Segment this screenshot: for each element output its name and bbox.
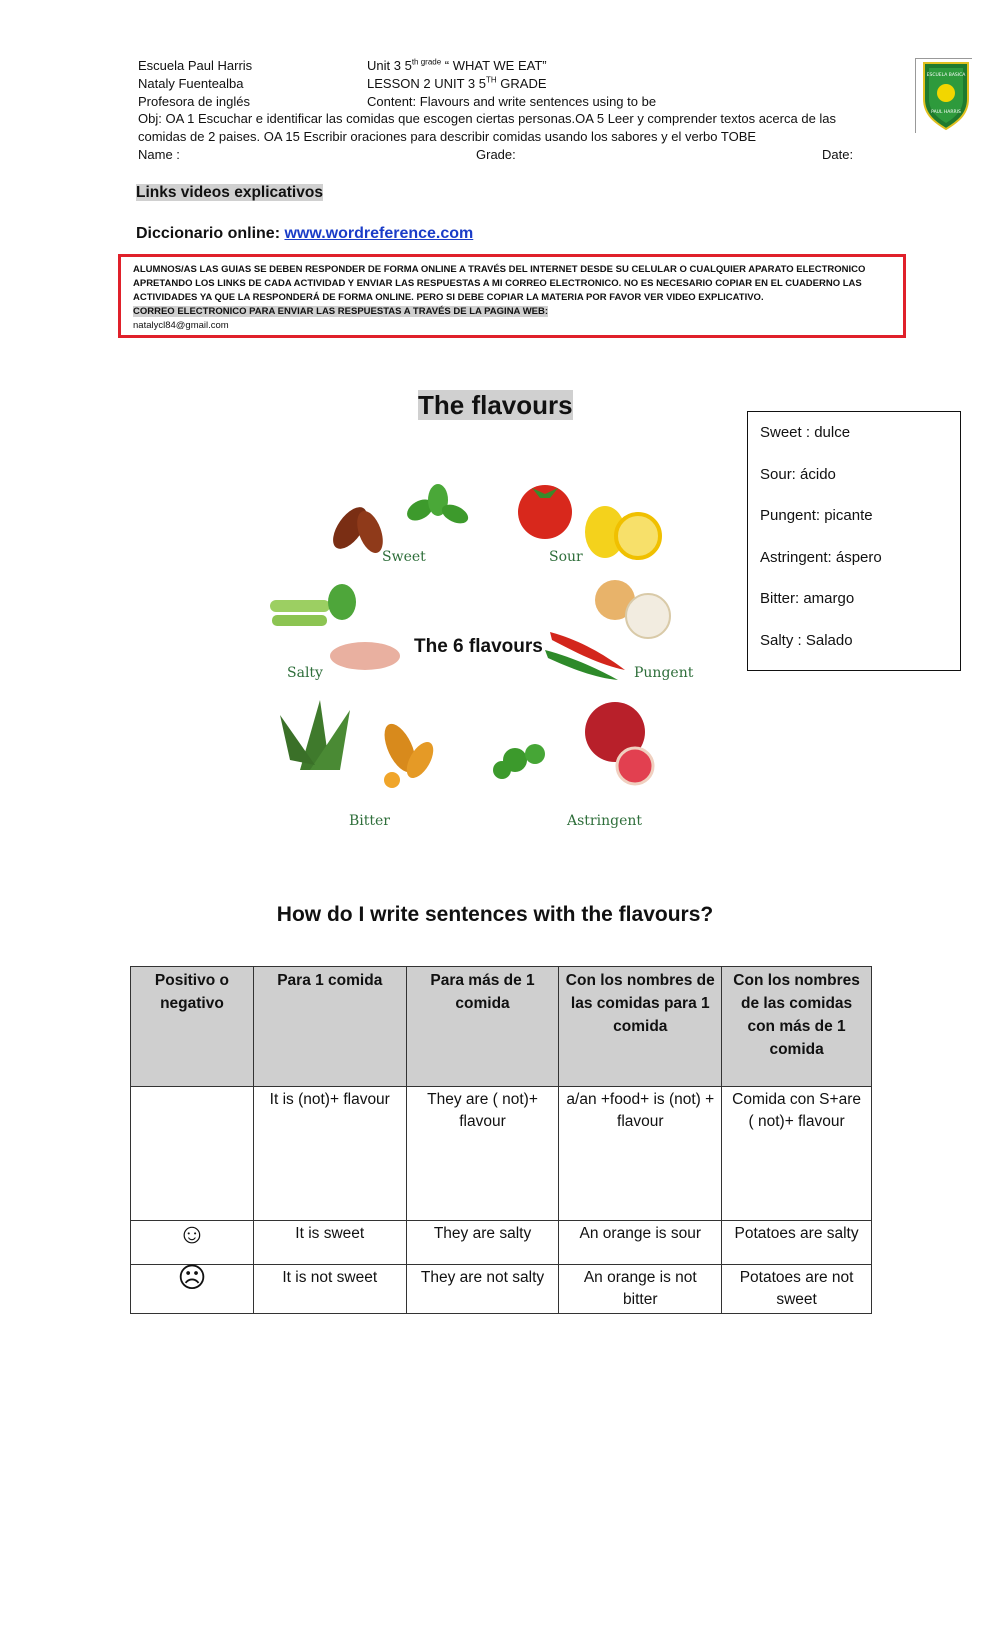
vocabulary-box (747, 411, 961, 671)
lesson-title: LESSON 2 UNIT 3 5TH GRADE (367, 75, 547, 91)
table-cell: Potatoes are salty (722, 1221, 872, 1265)
vocab-item: Pungent: picante (760, 507, 873, 525)
basil-icon (403, 484, 471, 527)
lemon-icon (585, 506, 660, 558)
table-cell: An orange is sour (559, 1221, 722, 1265)
school-logo (915, 58, 972, 133)
name-label: Name : (138, 147, 180, 162)
links-title: Links videos explicativos (136, 184, 323, 201)
pomegranate-icon (585, 702, 653, 784)
teacher-role: Profesora de inglés (138, 94, 251, 109)
table-row (131, 1265, 872, 1314)
celery-icon (270, 584, 356, 626)
vocab-item: Astringent: áspero (760, 548, 882, 566)
table-cell: It is not sweet (253, 1265, 406, 1314)
pungent-label: Pungent (634, 665, 694, 681)
sweet-label: Sweet (382, 549, 426, 565)
salt-pile-icon (330, 642, 400, 670)
objective-line-2: comidas de 2 paises. OA 15 Escribir oraciones para describir comidas usando los sabores y el verbo TOBE (138, 129, 757, 144)
table-cell: a/an +food+ is (not) + flavour (559, 1087, 722, 1221)
table-cell: Potatoes are not sweet (722, 1265, 872, 1314)
notice-line-2: APRETANDO LOS LINKS DE CADA ACTIVIDAD Y ENVIAR LAS RESPUESTAS A MI CORREO ELECTRONICO. NO ES NECESARIO COPIAR EN EL CUADERNO LAS (133, 278, 862, 289)
logo-top-text: ESCUELA BASICA (926, 73, 966, 78)
sour-label: Sour (549, 549, 583, 565)
frowny-face-icon: ☹ (131, 1265, 254, 1314)
notice-line-3: ACTIVIDADES YA QUE LA RESPONDERÁ DE FORMA ONLINE. PERO SI DEBE COPIAR LA MATERIA POR FAVOR VER VIDEO EXPLICATIVO. (133, 292, 764, 303)
unit-title: Unit 3 $5^{th grade}$ “ WHAT WE EAT” (367, 57, 547, 73)
teacher-name: Nataly Fuentealba (138, 76, 244, 91)
notice-line-4: CORREO ELECTRONICO PARA ENVIAR LAS RESPUESTAS A TRAVÉS DE LA PAGINA WEB: (133, 306, 549, 317)
table-cell: They are not salty (406, 1265, 559, 1314)
grammar-table (130, 966, 872, 1314)
table-cell: An orange is not bitter (559, 1265, 722, 1314)
table-cell: It is sweet (253, 1221, 406, 1265)
header-names-one: Con los nombres de las comidas para 1 comida (559, 967, 722, 1087)
teacher-email: natalycl84@gmail.com (133, 320, 229, 331)
flavours-title: The flavours (418, 390, 573, 420)
table-cell: They are salty (406, 1221, 559, 1265)
header-names-more: Con los nombres de las comidas con más de 1 comida (722, 967, 872, 1087)
table-cell: Comida con S+are ( not)+ flavour (722, 1087, 872, 1221)
school-name: Escuela Paul Harris (138, 58, 253, 73)
wordreference-link[interactable]: www.wordreference.com (284, 225, 474, 242)
header-more-food: Para más de 1 comida (406, 967, 559, 1087)
chili-pepper-icon (545, 632, 625, 680)
table-cell (131, 1087, 254, 1221)
content-line: Content: Flavours and write sentences using to be (367, 94, 657, 109)
objective-line-1: Obj: OA 1 Escuchar e identificar las comidas que escogen ciertas personas.OA 5 Leer y comprender textos acerca de las (138, 111, 837, 126)
astringent-label: Astringent (567, 813, 642, 829)
instructions-notice (118, 254, 906, 338)
grade-label: Grade: (476, 147, 516, 162)
parsley-icon (493, 744, 545, 779)
bitter-label: Bitter (349, 813, 390, 829)
vocab-item: Sour: ácido (760, 465, 836, 483)
tomato-icon (518, 485, 572, 539)
smiley-face-icon: ☺ (131, 1221, 254, 1265)
header-positive-negative: Positivo o negativo (131, 967, 254, 1087)
turmeric-icon (378, 719, 439, 788)
onion-icon (595, 580, 670, 638)
date-label: Date: (822, 147, 854, 162)
vocab-item: Salty : Salado (760, 631, 853, 649)
table-row (131, 1221, 872, 1265)
vocab-item: Sweet : dulce (760, 424, 851, 441)
school-shield-icon (916, 59, 976, 133)
wheel-center-label: The 6 flavours (414, 636, 543, 657)
dates-icon (326, 501, 387, 556)
table-row (131, 1087, 872, 1221)
vocab-item: Bitter: amargo (760, 590, 855, 608)
table-cell: They are ( not)+ flavour (406, 1087, 559, 1221)
notice-line-1: ALUMNOS/AS LAS GUIAS SE DEBEN RESPONDER DE FORMA ONLINE A TRAVÉS DEL INTERNET DESDE SU CELULAR O CUALQUIER APARATO ELECTRONICO (133, 264, 866, 275)
dictionary-line: Diccionario online: www.wordreference.com (136, 225, 474, 242)
dandelion-greens-icon (280, 700, 350, 770)
logo-bottom-text: PAUL HARRIS (931, 110, 961, 115)
sentences-question: How do I write sentences with the flavours? (276, 903, 714, 926)
salty-label: Salty (287, 665, 323, 681)
header-one-food: Para 1 comida (253, 967, 406, 1087)
flavour-wheel-illustration (260, 470, 710, 850)
table-cell: It is (not)+ flavour (253, 1087, 406, 1221)
